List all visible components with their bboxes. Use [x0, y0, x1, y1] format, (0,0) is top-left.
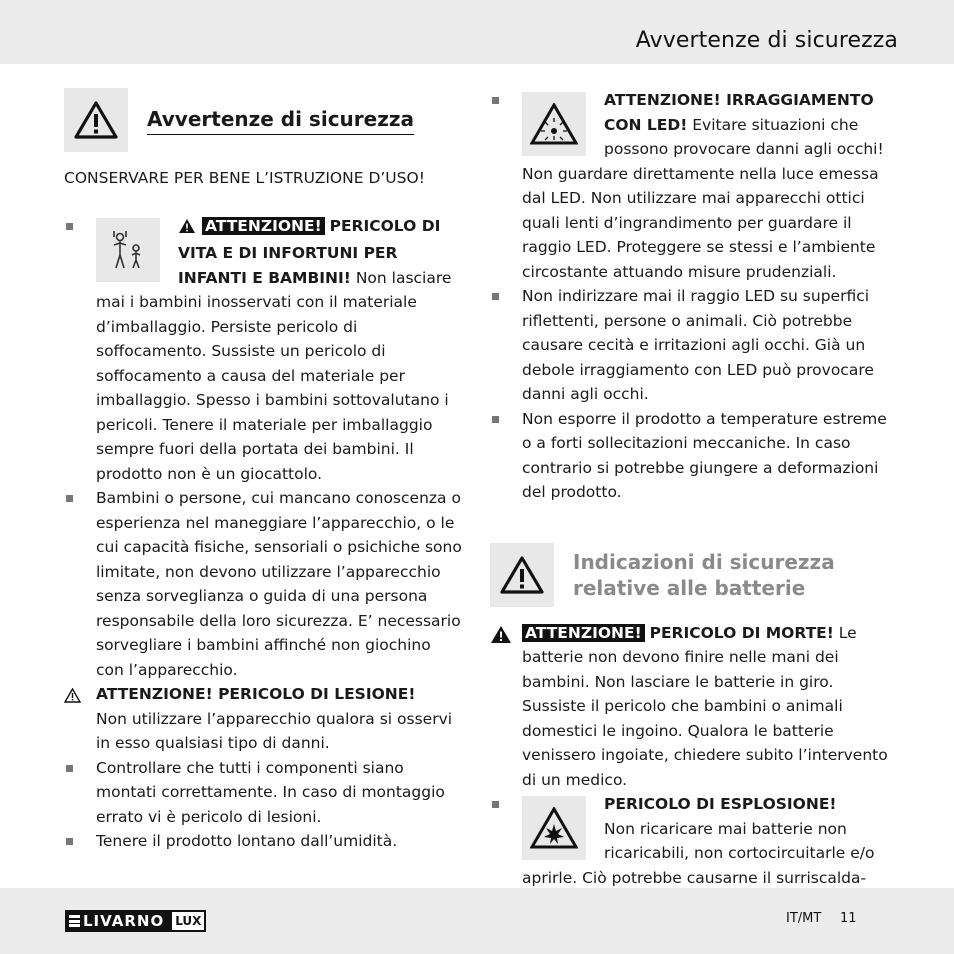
attention-tag: ATTENZIONE!	[202, 217, 325, 235]
list-item-injury-warning	[64, 682, 462, 756]
paragraph-text: Tenere il prodotto lontano dall’umidità.	[96, 832, 398, 850]
bullet-icon	[66, 495, 73, 502]
brand-suffix: LUX	[170, 910, 206, 932]
paragraph-text: Controllare che tutti i componenti siano montati correttamente. In caso di montaggio errato vi è pericolo di lesioni.	[96, 758, 445, 826]
section-header-safety	[64, 88, 462, 152]
danger-heading: ATTENZIONE! IRRAGGIAMENTO CON LED!	[604, 91, 874, 134]
list-item-explosion	[490, 792, 890, 890]
paragraph-text: Non ricaricare mai batterie non ricaricabili, non cortocircuitarle e/o aprirle. Ciò potrebbe causarne il surriscalda-	[522, 819, 875, 887]
child-hazard-icon	[96, 218, 160, 282]
danger-heading: PERICOLO DI ESPLOSIONE!	[604, 795, 837, 813]
right-column	[490, 88, 890, 890]
warning-icon	[490, 543, 554, 607]
bullet-icon	[492, 416, 499, 423]
warning-icon	[64, 88, 128, 152]
paragraph-text: Le batterie non devono finire nelle mani dei bambini. Non lasciare le batterie in giro. Sussiste il pericolo che bambini o animali domestici le ingoino. Qualora le batterie venissero ingoiate, chiedere subito l’intervento di un medico.	[522, 623, 888, 789]
danger-heading: ATTENZIONE! PERICOLO DI LESIONE!	[96, 685, 416, 703]
paragraph-text: Non esporre il prodotto a temperature estreme o a forti sollecitazioni meccaniche. In caso contrario si potrebbe giungere a deformazioni del prodotto.	[522, 409, 887, 501]
warning-icon-small	[178, 217, 196, 242]
keep-instructions-note: CONSERVARE PER BENE L’ISTRUZIONE D’USO!	[64, 169, 425, 187]
list-item-battery-death-warning	[490, 621, 890, 793]
brand-name: LIVARNO	[83, 912, 165, 930]
danger-heading: PERICOLO DI VITA E DI INFORTUNI PER INFANTI E BAMBINI!	[178, 216, 441, 287]
page-header-title: Avvertenze di sicurezza	[635, 28, 898, 53]
warning-icon-small	[490, 625, 512, 652]
attention-tag: ATTENZIONE!	[522, 624, 645, 642]
list-item-led-direction	[490, 284, 890, 407]
laser-warning-icon	[522, 92, 586, 156]
bullet-icon	[66, 223, 73, 230]
paragraph-text: Non lasciare mai i bambini inosservati con il materiale d’imballaggio. Persiste pericolo di soffocamento. Sussiste un pericolo di soffocamento a causa del materiale per imballaggio. Spesso i bambini sottovalutano i pericoli. Tenere il materiale per imballaggio sempre fuori della portata dei bambini. Il prodotto non è un giocattolo.	[96, 268, 452, 483]
page-number: 11	[840, 911, 857, 926]
section-header-batteries	[490, 543, 890, 607]
explosion-warning-icon	[522, 796, 586, 860]
section-title-batteries: Indicazioni di sicurezza relative alle batterie	[573, 549, 835, 600]
left-column	[64, 88, 462, 854]
list-item-led-radiation	[490, 88, 890, 284]
paragraph-text: Non utilizzare l’apparecchio qualora si osservi in esso qualsiasi tipo di danni.	[96, 709, 453, 752]
bullet-icon	[492, 801, 499, 808]
list-item-children	[64, 214, 462, 487]
bullet-icon	[492, 293, 499, 300]
bullet-icon	[492, 97, 499, 104]
paragraph-text: Evitare situazioni che possono provocare danni agli occhi! Non guardare direttamente nella luce emessa dal LED. Non utilizzare mai apparecchi ottici quali lenti d’ingrandimento per guardare il raggio LED. Proteggere se stessi e l’ambiente circostante attuando misure prudenziali.	[522, 115, 884, 281]
list-item-assembly	[64, 756, 462, 830]
paragraph-text: Non indirizzare mai il raggio LED su superfici riflettenti, persone o animali. Ciò potrebbe causare cecità e irritazioni agli occhi. Già un debole irraggiamento con LED può provocare danni agli occhi.	[522, 287, 874, 403]
section-title-safety: Avvertenze di sicurezza	[147, 106, 414, 135]
list-item-supervision	[64, 486, 462, 682]
language-code: IT/MT	[786, 911, 822, 926]
bullet-icon	[66, 765, 73, 772]
paragraph-text: Bambini o persone, cui mancano conoscenza o esperienza nel maneggiare l’apparecchio, o le cui capacità fisiche, sensoriali o psichiche sono limitate, non devono utilizzare l’apparecchio senza sorveglianza o guida di una persona responsabile della loro sicurezza. E’ necessario sorvegliare i bambini affinché non giochino con l’apparecchio.	[96, 489, 462, 679]
list-item-temperature	[490, 407, 890, 505]
logo-mark-icon	[69, 915, 80, 927]
brand-logo	[65, 910, 206, 932]
list-item-humidity	[64, 829, 462, 854]
warning-outline-icon	[64, 686, 81, 711]
danger-heading: PERICOLO DI MORTE!	[649, 623, 834, 642]
bullet-icon	[66, 838, 73, 845]
